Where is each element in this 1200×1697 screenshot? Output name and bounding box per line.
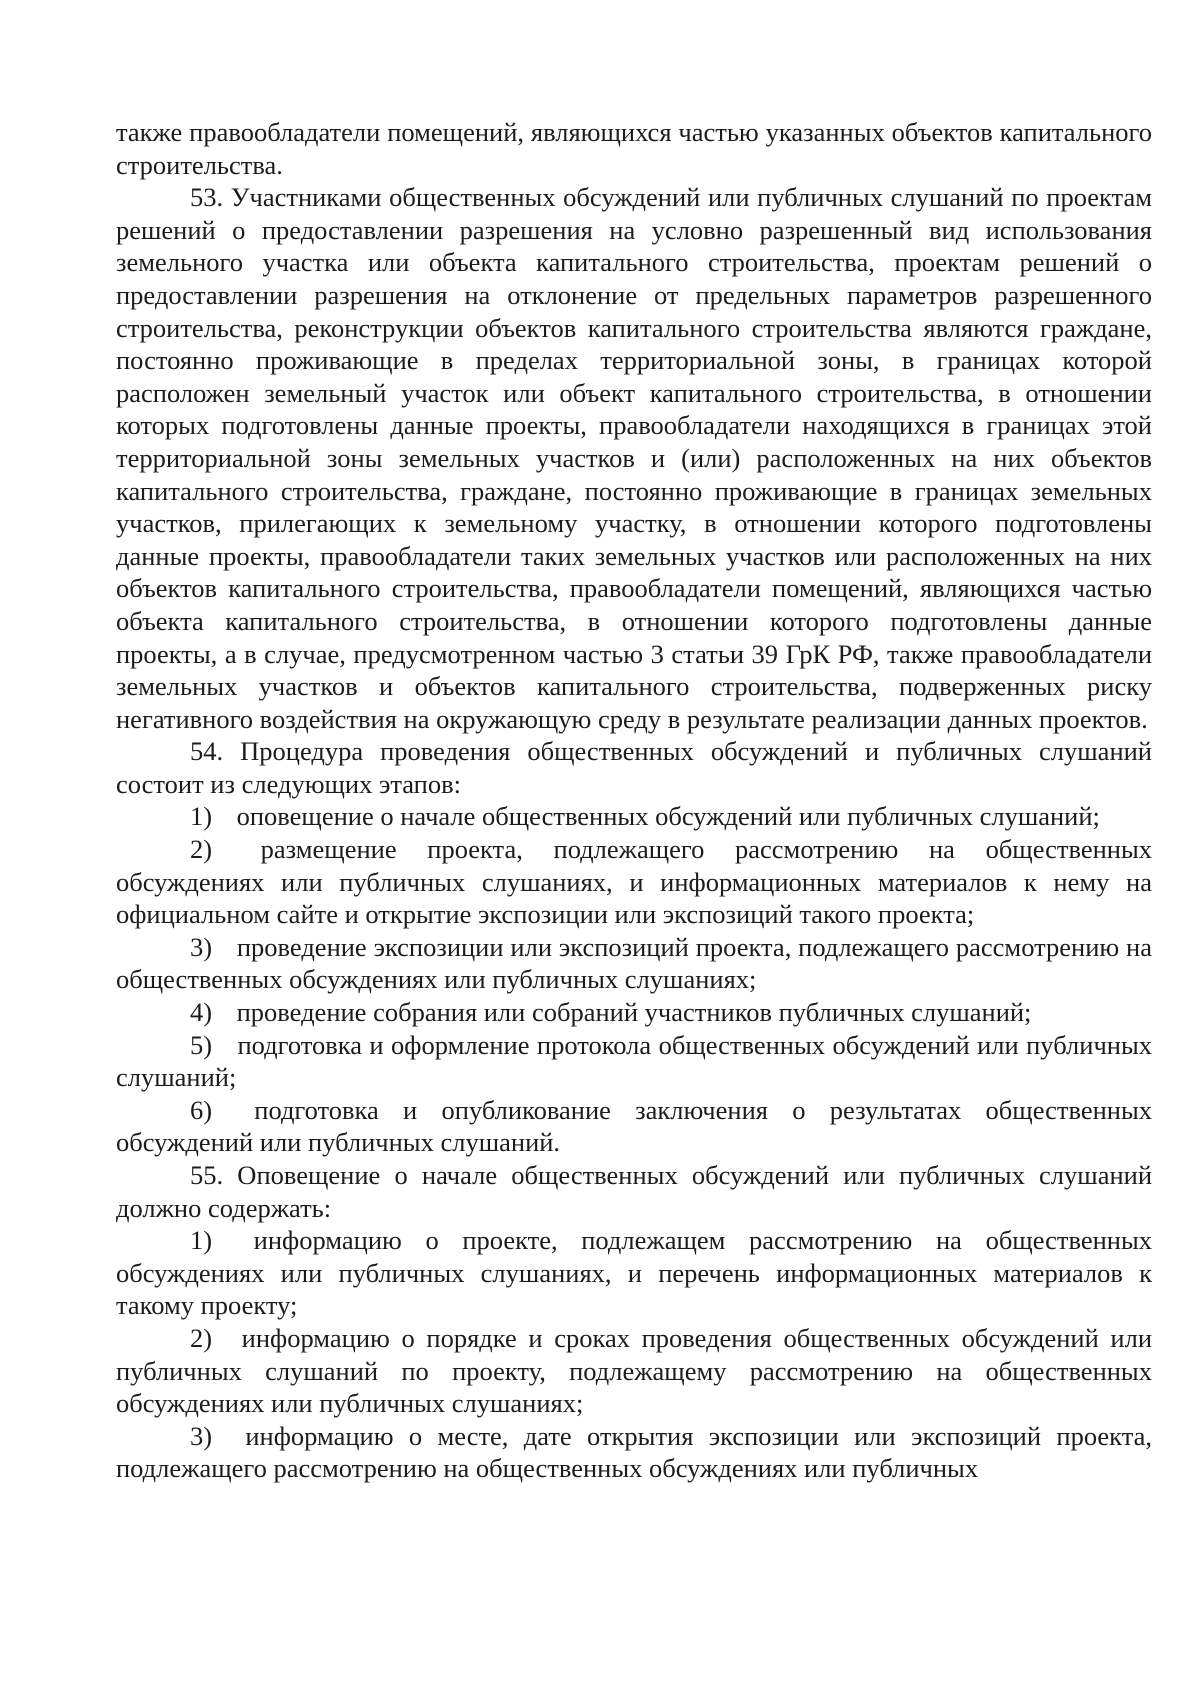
list-item-number: 6) <box>190 1094 213 1125</box>
list-item-number: 4) <box>190 997 213 1028</box>
document-body <box>116 116 1152 1485</box>
list-item <box>116 800 1152 833</box>
list-item-text: проведение собрания или собраний участников публичных слушаний; <box>236 997 1032 1028</box>
list-item-text: подготовка и опубликование заключения о результатах общественных обсуждений или публичных слушаний. <box>116 1094 1152 1158</box>
paragraph-54: 54. Процедура проведения общественных обсуждений и публичных слушаний состоит из следующих этапов: <box>116 736 1152 799</box>
list-item <box>116 996 1152 1029</box>
list-item <box>116 931 1152 996</box>
list-item-number: 1) <box>190 1225 213 1256</box>
list-item-number: 2) <box>190 1322 213 1353</box>
paragraph-55: 55. Оповещение о начале общественных обсуждений или публичных слушаний должно содержать: <box>116 1160 1152 1223</box>
list-item-text: информацию о месте, дате открытия экспозиции или экспозиций проекта, подлежащего рассмотрению на общественных обсуждениях или публичных <box>116 1420 1152 1484</box>
list-item-number: 2) <box>190 834 213 865</box>
list-item-text: оповещение о начале общественных обсуждений или публичных слушаний; <box>236 801 1100 832</box>
list-item <box>116 1224 1152 1322</box>
list-item-text: информацию о проекте, подлежащем рассмотрению на общественных обсуждениях или публичных слушаниях, и перечень информационных материалов к такому проекту; <box>116 1225 1153 1321</box>
list-item-number: 3) <box>190 931 213 962</box>
paragraph-53: 53. Участниками общественных обсуждений или публичных слушаний по проектам решений о предоставлении разрешения на условно разрешенный вид использования земельного участка или объекта капитального строительства, проектам решений о предоставлении разрешения на отклонение от предельных параметров разрешенного строительства, реконструкции объектов капитального строительства являются граждане, постоянно проживающие в пределах территориальной зоны, в границах которой расположен земельный участок или объект капитального строительства, в отношении которых подготовлены данные проекты, правообладатели находящихся в границах этой территориальной зоны земельных участков и (или) расположенных на них объектов капитального строительства, граждане, постоянно проживающие в границах земельных участков, прилегающих к земельному участку, в отношении которого подготовлены данные проекты, правообладатели таких земельных участков или расположенных на них объектов капитального строительства, правообладатели помещений, являющихся частью объекта капитального строительства, в отношении которого подготовлены данные проекты, а в случае, предусмотренном частью 3 статьи 39 ГрК РФ, также правообладатели земельных участков и объектов капитального строительства, подверженных риску негативного воздействия на окружающую среду в результате реализации данных проектов. <box>116 182 1152 734</box>
list-item-number: 1) <box>190 801 213 832</box>
list-item-text: подготовка и оформление протокола общественных обсуждений или публичных слушаний; <box>116 1029 1153 1093</box>
list-item-text: размещение проекта, подлежащего рассмотрению на общественных обсуждениях или публичных слушаниях, и информационных материалов к нему на официальном сайте и открытие экспозиции или экспозиций такого проекта; <box>116 834 1153 930</box>
list-item <box>116 1029 1152 1094</box>
paragraph-continuation: также правообладатели помещений, являющихся частью указанных объектов капитального строительства. <box>116 117 1152 180</box>
list-item <box>116 1420 1152 1485</box>
list-item <box>116 833 1152 931</box>
list-item-text: информацию о порядке и сроках проведения общественных обсуждений или публичных слушаний по проекту, подлежащему рассмотрению на общественных обсуждениях или публичных слушаниях; <box>116 1322 1153 1419</box>
list-item <box>116 1322 1152 1420</box>
list-item <box>116 1094 1152 1159</box>
list-item-number: 5) <box>190 1029 213 1060</box>
list-item-number: 3) <box>190 1420 213 1451</box>
list-item-text: проведение экспозиции или экспозиций проекта, подлежащего рассмотрению на общественных обсуждениях или публичных слушаниях; <box>116 931 1152 995</box>
